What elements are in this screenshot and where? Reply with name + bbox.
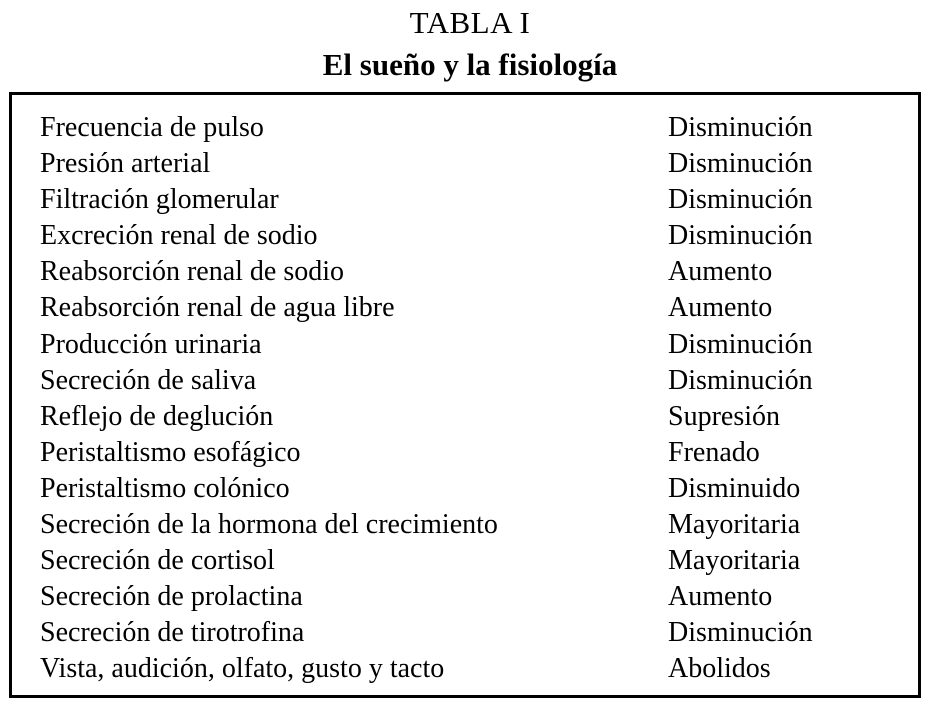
parameter-cell: Reabsorción renal de agua libre [40,292,395,324]
table-row [0,363,940,399]
effect-cell: Mayoritaria [668,545,801,577]
table-row [0,110,940,146]
effect-cell: Disminución [668,328,813,360]
effect-cell: Frenado [668,436,760,468]
table-title: El sueño y la fisiología [322,47,618,82]
effect-cell: Aumento [668,292,773,324]
effect-cell: Mayoritaria [668,509,801,541]
parameter-cell: Secreción de tirotrofina [40,617,305,649]
table-row [0,218,940,254]
parameter-cell: Presión arterial [40,148,211,180]
table-row [0,327,940,363]
table-row [0,507,940,543]
table-row [0,254,940,290]
effect-cell: Supresión [668,400,780,432]
table-row [0,290,940,326]
parameter-cell: Filtración glomerular [40,184,279,216]
table-row [0,146,940,182]
effect-cell: Aumento [668,581,773,613]
parameter-cell: Excreción renal de sodio [40,220,318,252]
table-row [0,435,940,471]
parameter-cell: Peristaltismo esofágico [40,436,301,468]
parameter-cell: Secreción de prolactina [40,581,303,613]
effect-cell: Aumento [668,256,773,288]
parameter-cell: Secreción de cortisol [40,545,275,577]
parameter-cell: Peristaltismo colónico [40,472,290,504]
effect-cell: Disminución [668,148,813,180]
effect-cell: Abolidos [668,653,771,685]
parameter-cell: Producción urinaria [40,328,262,360]
parameter-cell: Vista, audición, olfato, gusto y tacto [40,653,445,685]
table-body [0,110,940,688]
table-row [0,471,940,507]
effect-cell: Disminución [668,364,813,396]
table-row [0,651,940,687]
effect-cell: Disminución [668,112,813,143]
table-row [0,579,940,615]
table-row [0,399,940,435]
table-row [0,182,940,218]
effect-cell: Disminuido [668,472,801,504]
table-row [0,543,940,579]
table-number: TABLA I [409,5,531,40]
effect-cell: Disminución [668,184,813,216]
effect-cell: Disminución [668,220,813,252]
parameter-cell: Reflejo de deglución [40,400,274,432]
parameter-cell: Secreción de la hormona del crecimiento [40,509,498,541]
effect-cell: Disminución [668,617,813,649]
table-row [0,615,940,651]
parameter-cell: Frecuencia de pulso [40,112,264,143]
parameter-cell: Secreción de saliva [40,364,257,396]
parameter-cell: Reabsorción renal de sodio [40,256,345,288]
